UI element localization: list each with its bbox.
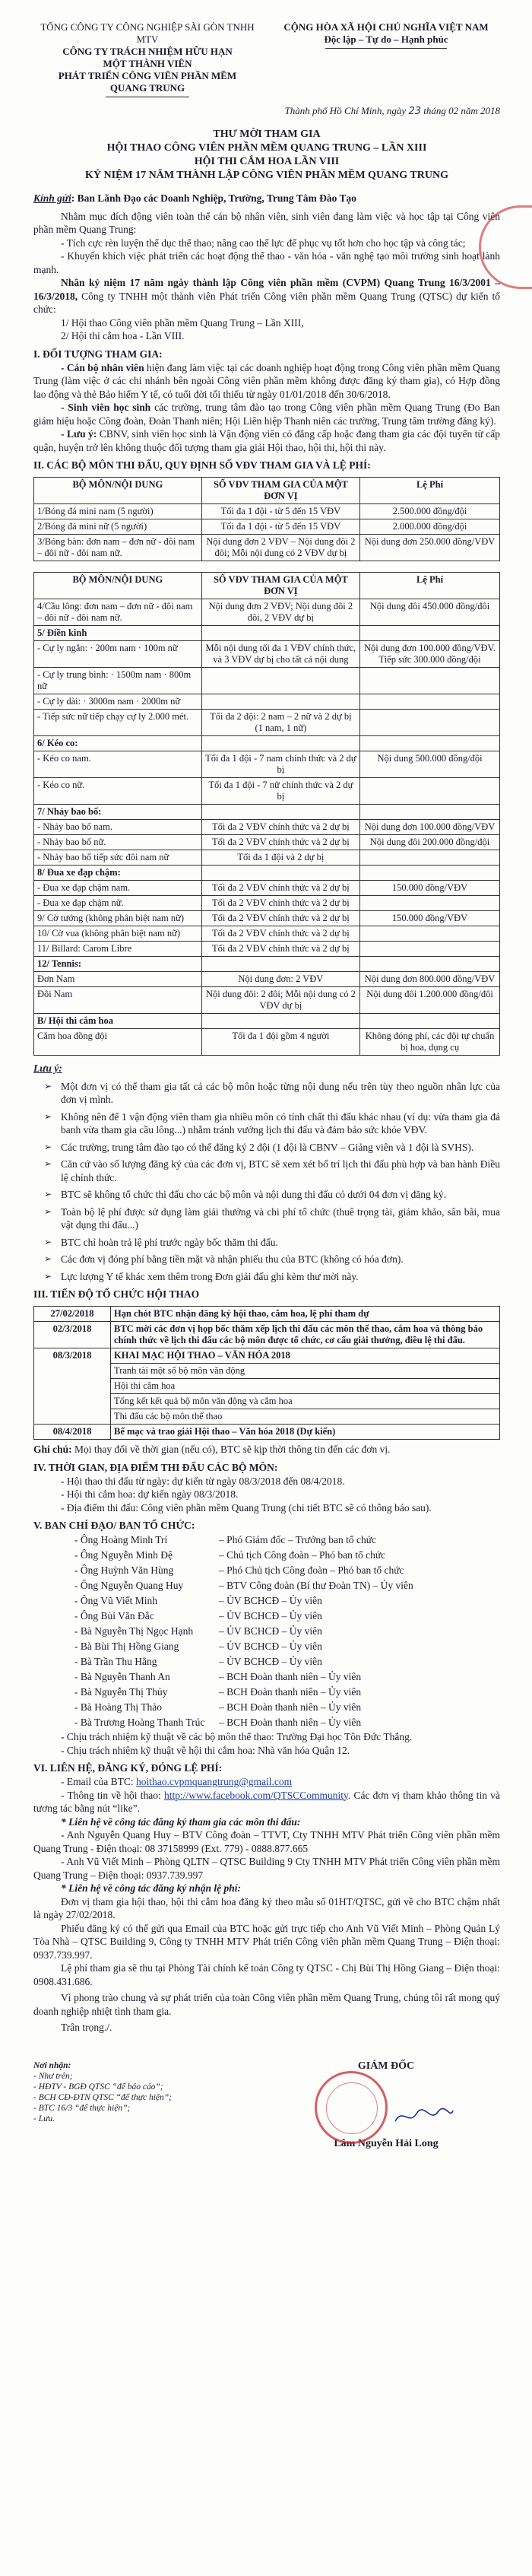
member-name: - Ông Bùi Văn Đắc bbox=[74, 1610, 154, 1622]
venue-item: - Hội thao thi đấu từ ngày: dự kiến từ ngày 08/3/2018 đến 08/4/2018. bbox=[61, 1475, 345, 1487]
table-cell: Tối đa 1 đội - 7 nam chính thức và 2 dự bị bbox=[201, 751, 359, 778]
table-cell bbox=[201, 866, 359, 881]
table-cell: Không đóng phí, các đội tự chuẩn bị hoa, dụng cụ bbox=[360, 1029, 500, 1056]
schedule-note bbox=[33, 1443, 500, 1456]
date-day: 23 bbox=[408, 106, 421, 117]
document-date bbox=[33, 105, 500, 117]
table-cell: - Đua xe đạp chậm nam. bbox=[34, 881, 202, 896]
greeting-text: : Ban Lãnh Đạo các Doanh Nghiệp, Trường, Trung Tâm Đào Tạo bbox=[71, 192, 357, 204]
section-heading: II. CÁC BỘ MÔN THI ĐẤU, QUY ĐỊNH SỐ VĐV THAM GIA VÀ LỆ PHÍ: bbox=[33, 459, 371, 471]
schedule-date: 08/4/2018 bbox=[34, 1425, 111, 1440]
schedule-item: Tranh tài một số bộ môn văn động bbox=[111, 1364, 500, 1379]
company-name-1: CÔNG TY TRÁCH NHIỆM HỮU HẠN bbox=[62, 46, 233, 57]
table-cell: 2.000.000 đồng/đội bbox=[360, 519, 500, 535]
board-member bbox=[74, 1609, 500, 1624]
member-name: - Bà Bùi Thị Hồng Giang bbox=[74, 1641, 179, 1652]
section-heading: III. TIẾN ĐỘ TỔ CHỨC HỘI THAO bbox=[33, 1288, 200, 1300]
table-cell bbox=[201, 668, 359, 694]
member-name: - Ông Huỳnh Văn Hùng bbox=[74, 1564, 174, 1576]
facebook-line bbox=[33, 1789, 500, 1815]
member-role: – ỦV BCHCĐ – Ủy viên bbox=[219, 1595, 322, 1606]
anniversary-paragraph bbox=[33, 276, 500, 316]
member-role: – Chủ tịch Công đoàn – Phó ban tổ chức bbox=[219, 1549, 386, 1561]
facebook-prefix: - Thông tin về hội thao: bbox=[61, 1789, 164, 1801]
section-heading: I. ĐỐI TƯỢNG THAM GIA: bbox=[33, 348, 163, 360]
table-cell: Nội dung đôi 200.000 đồng/đội bbox=[360, 835, 500, 850]
recipient-item: - BCH CĐ-ĐTN QTSC “để thực hiện”; bbox=[33, 2092, 172, 2102]
section-heading: V. BAN CHỈ ĐẠO/ BAN TỔ CHỨC: bbox=[33, 1520, 195, 1531]
table-cell: - Nhảy bao bố nam. bbox=[34, 820, 202, 835]
table-cell bbox=[360, 736, 500, 751]
venue-item: - Địa điểm thi đấu: Công viên phần mềm Quang Trung (chi tiết BTC sẽ có thông báo sau). bbox=[61, 1501, 432, 1514]
fee-paragraph: Lệ phí tham gia sẽ thu tại Phòng Tài chính kế toán Công ty QTSC - Chị Bùi Thị Hồng Giang – Điện thoại: 0908.431.686. bbox=[33, 1962, 500, 1987]
note-item: ➢ Các đơn vị đóng phí bằng tiền mặt và nhận phiếu thu của BTC (không có hóa đơn). bbox=[61, 1253, 500, 1266]
table-row bbox=[34, 736, 500, 751]
signer-title: GIÁM ĐỐC bbox=[357, 2060, 415, 2072]
company-name-3: PHÁT TRIỂN CÔNG VIÊN PHẦN MỀM bbox=[58, 70, 237, 81]
schedule-item: Bế mạc và trao giải Hội thao – Văn hóa 2018 (Dự kiến) bbox=[111, 1425, 500, 1440]
table-cell: Mỗi nội dung tối đa 1 VĐV chính thức, và 3 VĐV dự bị cho tất cả nội dung bbox=[201, 641, 359, 668]
table-row bbox=[34, 972, 500, 987]
note-item: ➢ Toàn bộ lệ phí được sử dụng làm giải thưởng và chi phí tổ chức (thuê trọng tài, giám khảo, sân bãi, mua vật dụng thi đấu...) bbox=[61, 1205, 500, 1232]
table-cell: Tối đa 1 đội - từ 5 đến 15 VĐV bbox=[201, 519, 359, 535]
fees-table-continued bbox=[33, 572, 500, 1056]
email-prefix: - Email của BTC: bbox=[61, 1776, 136, 1787]
board-member bbox=[74, 1548, 500, 1563]
table-cell bbox=[360, 850, 500, 866]
schedule-item: Hội thi cắm hoa bbox=[111, 1379, 500, 1394]
title-line: HỘI THAO CÔNG VIÊN PHẦN MỀM QUANG TRUNG – LẦN XIII bbox=[106, 142, 427, 154]
table-row bbox=[34, 835, 500, 850]
board-member bbox=[74, 1593, 500, 1609]
column-header: BỘ MÔN/NỘI DUNG bbox=[34, 573, 202, 599]
table-cell: Đơn Nam bbox=[34, 972, 202, 987]
member-role: – ỦV BCHCĐ – Ủy viên bbox=[219, 1641, 322, 1652]
table-cell: - Cự ly dài: · 3000m nam · 2000m nữ bbox=[34, 694, 202, 710]
table-row bbox=[34, 535, 500, 561]
event-item: 2/ Hội thi cắm hoa - Lần VIII. bbox=[61, 330, 185, 341]
table-cell bbox=[360, 778, 500, 805]
email-line bbox=[33, 1775, 500, 1789]
member-role: – BCH Đoàn thanh niên – Ủy viên bbox=[219, 1701, 362, 1713]
country-title: CỘNG HÒA XÃ HỘI CHỦ NGHĨA VIỆT NAM bbox=[283, 21, 489, 33]
member-role: – BTV Công đoàn (Bí thư Đoàn TN) – Ủy viên bbox=[219, 1580, 413, 1591]
participant-item bbox=[33, 427, 500, 454]
table-cell: Nội dung đơn: 2 VĐV bbox=[201, 972, 359, 987]
recipients-heading: Nơi nhận: bbox=[33, 2060, 71, 2070]
participant-item bbox=[33, 361, 500, 402]
table-cell: - Cự ly trung bình: · 1500m nam · 800m nữ bbox=[34, 668, 202, 694]
recipient-item: - BTC 16/3 “để thực hiện”; bbox=[33, 2103, 131, 2113]
table-cell: Nội dung 500.000 đồng/đội bbox=[360, 751, 500, 778]
table-row bbox=[34, 599, 500, 626]
member-name: - Ông Nguyễn Quang Huy bbox=[74, 1580, 184, 1591]
item-bold: - Sinh viên học sinh bbox=[61, 402, 151, 413]
item-text: CBNV, sinh viên học sinh là Vận động viên có đẳng cấp hoặc đang tham gia các đội tuyển từ cấp quận, huyện trở lên không thuộc đối tượng tham gia giải Hội thao, hội thi, hội thi này. bbox=[33, 428, 501, 453]
table-cell: - Tiếp sức nữ tiếp chạy cự ly 2.000 mét. bbox=[34, 710, 202, 736]
title-line: THƯ MỜI THAM GIA bbox=[213, 129, 321, 140]
schedule-item: Hạn chót BTC nhận đăng ký hội thao, cắm hoa, lệ phí tham dự bbox=[111, 1307, 500, 1322]
note-item: ➢ Căn cứ vào số lượng đăng ký của các đơn vị, BTC sẽ xem xét bố trí lịch thi đấu phù hợp và ban hành Điều lệ chính thức. bbox=[61, 1158, 500, 1184]
table-cell bbox=[360, 926, 500, 942]
table-row bbox=[34, 820, 500, 835]
table-cell: Nội dung đôi: 2 đôi; Mỗi nội dung có 2 VĐV dự bị bbox=[201, 987, 359, 1014]
schedule-date: 08/3/2018 bbox=[34, 1348, 111, 1425]
member-role: – Phó Chủ tịch Công đoàn – Phó ban tổ chức bbox=[219, 1564, 404, 1576]
table-cell: 10/ Cờ vua (không phân biệt nam nữ) bbox=[34, 926, 202, 942]
member-role: – BCH Đoàn thanh niên – Ủy viên bbox=[219, 1717, 362, 1728]
table-cell bbox=[360, 866, 500, 881]
company-name-4: QUANG TRUNG bbox=[109, 82, 185, 94]
table-cell bbox=[360, 710, 500, 736]
column-header: SỐ VĐV THAM GIA CỦA MỘT ĐƠN VỊ bbox=[201, 478, 359, 504]
column-header: Lệ Phí bbox=[360, 573, 500, 599]
item-bold: - Lưu ý: bbox=[61, 428, 97, 440]
anniversary-text: Công ty TNHH một thành viên Phát triển Công viên phần mềm Quang Trung (QTSC) dự kiến tổ chức: bbox=[33, 290, 500, 315]
anniversary-bold: Nhân kỷ niệm 17 năm ngày thành lập Công viên phần mềm (CVPM) Quang Trung 16/3/2001 – 16/3/2018, bbox=[33, 277, 500, 302]
item-text: hiện đang làm việc tại các doanh nghiệp hoạt động trong Công viên phần mềm Quang Trung (làm việc ở các chi nhánh bên ngoài Công viên phần mềm không được đăng ký tham gia), có Hợp đồng lao động và thẻ Bảo hiểm Y tế, có tuổi đời tối thiểu từ ngày 01/01/2018 đến 30/6/2018. bbox=[33, 361, 500, 400]
member-name: - Ông Hoàng Minh Trí bbox=[74, 1534, 168, 1545]
board-member bbox=[74, 1578, 500, 1593]
table-row bbox=[34, 866, 500, 881]
title-line: KỶ NIỆM 17 NĂM THÀNH LẬP CÔNG VIÊN PHẦN MỀM QUANG TRUNG bbox=[85, 170, 448, 181]
table-cell bbox=[360, 626, 500, 641]
table-row bbox=[34, 850, 500, 866]
table-cell bbox=[360, 942, 500, 957]
recipient-item: - Lưu. bbox=[33, 2114, 55, 2123]
board-member bbox=[74, 1639, 500, 1654]
table-row bbox=[34, 1014, 500, 1029]
column-header: Lệ Phí bbox=[360, 478, 500, 504]
member-name: - Bà Nguyễn Thị Ngọc Hạnh bbox=[74, 1625, 194, 1637]
date-suffix: tháng 02 năm 2018 bbox=[423, 105, 500, 116]
participant-item bbox=[33, 401, 500, 427]
board-member bbox=[74, 1563, 500, 1578]
contact-heading: * Liên hệ về công tác đăng ký tham gia các môn thi đấu: bbox=[61, 1815, 301, 1828]
table-cell bbox=[201, 805, 359, 820]
recipients bbox=[33, 2060, 208, 2150]
table-cell bbox=[201, 736, 359, 751]
notes-list bbox=[61, 1080, 500, 1284]
schedule-row bbox=[34, 1425, 500, 1440]
table-cell: 8/ Đua xe đạp chậm: bbox=[34, 866, 202, 881]
national-motto bbox=[272, 21, 500, 97]
table-cell: Tối đa 2 VĐV chính thức và 2 dự bị bbox=[201, 911, 359, 926]
table-cell bbox=[360, 668, 500, 694]
schedule-item: Tổng kết kết quả bộ môn văn động và cắm hoa bbox=[111, 1394, 500, 1409]
table-cell: Nội dung đơn 800.000 đồng/VĐV bbox=[360, 972, 500, 987]
table-cell: 150.000 đồng/VĐV bbox=[360, 911, 500, 926]
schedule-item: KHAI MẠC HỘI THAO – VĂN HÓA 2018 bbox=[111, 1348, 500, 1364]
table-cell bbox=[360, 1014, 500, 1029]
table-row bbox=[34, 504, 500, 519]
table-row bbox=[34, 694, 500, 710]
table-cell: Tối đa 2 VĐV chính thức và 2 dự bị bbox=[201, 926, 359, 942]
table-cell bbox=[360, 896, 500, 911]
fee-paragraph: Đơn vị tham gia hội thao, hội thi cắm hoa đăng ký theo mẫu số 01HT/QTSC, gửi về cho BTC chậm nhất là ngày 27/02/2018. bbox=[33, 1895, 500, 1920]
board-member bbox=[74, 1715, 500, 1730]
member-name: - Bà Nguyễn Thị Thủy bbox=[74, 1686, 168, 1698]
table-cell bbox=[360, 957, 500, 972]
table-row bbox=[34, 710, 500, 736]
table-cell: Tối đa 1 đội - từ 5 đến 15 VĐV bbox=[201, 504, 359, 519]
table-row bbox=[34, 519, 500, 535]
document-title bbox=[33, 128, 500, 183]
member-name: - Bà Trần Thu Hằng bbox=[74, 1656, 157, 1667]
table-cell: 2/Bóng đá mini nữ (5 người) bbox=[34, 519, 202, 535]
table-cell: 7/ Nhảy bao bố: bbox=[34, 805, 202, 820]
table-cell: - Nhảy bao bố tiếp sức đôi nam nữ bbox=[34, 850, 202, 866]
note-item: ➢ BTC chỉ hoàn trả lệ phí trước ngày bốc thăm thi đấu. bbox=[61, 1236, 500, 1250]
table-body bbox=[34, 504, 500, 561]
board-member bbox=[74, 1654, 500, 1669]
table-row bbox=[34, 778, 500, 805]
signature-block bbox=[272, 2060, 500, 2150]
table-cell: - Đua xe đạp chậm nữ. bbox=[34, 896, 202, 911]
table-cell: 5/ Điền kinh bbox=[34, 626, 202, 641]
parent-company: TỔNG CÔNG TY CÔNG NGHIỆP SÀI GÒN TNHH MTV bbox=[40, 21, 255, 45]
document-header bbox=[33, 21, 500, 97]
greeting bbox=[33, 192, 500, 205]
column-header: BỘ MÔN/NỘI DUNG bbox=[34, 478, 202, 504]
member-role: – ỦV BCHCĐ – Ủy viên bbox=[219, 1625, 322, 1637]
table-row bbox=[34, 641, 500, 668]
table-cell: Tối đa 1 đội và 2 dự bị bbox=[201, 850, 359, 866]
table-cell: Nội dung đơn 250.000 đồng/VĐV bbox=[360, 535, 500, 561]
table-cell: Cắm hoa đồng đội bbox=[34, 1029, 202, 1056]
table-cell: - Nhảy bao bố nữ. bbox=[34, 835, 202, 850]
table-cell: 3/Bóng bàn: đơn nam – đơn nữ - đôi nam – đôi nữ - đôi nam nữ. bbox=[34, 535, 202, 561]
intro-paragraph: Nhằm mục đích động viên toàn thể cán bộ nhân viên, sinh viên đang làm việc và học tập tại Công viên phần mềm Quang Trung: bbox=[33, 210, 500, 235]
divider bbox=[325, 48, 447, 49]
table-cell: Tối đa 1 đội - 7 nữ chính thức và 2 dự bị bbox=[201, 778, 359, 805]
closing-paragraph: Vì phong trào chung và sự phát triển của toàn Công viên phần mềm Quang Trung, chúng tôi rất mong quý doanh nghiệp nhiệt tình tham gia. bbox=[33, 1992, 500, 2017]
table-cell: 6/ Kéo co: bbox=[34, 736, 202, 751]
recipient-item: - Như trên; bbox=[33, 2071, 73, 2081]
member-name: - Ông Vũ Viết Minh bbox=[74, 1595, 157, 1606]
fees-table bbox=[33, 477, 500, 561]
schedule-item: BTC mời các đơn vị họp bốc thăm xếp lịch thi đấu các môn thể thao, cắm hoa và thông báo chính thức về lịch thi đấu các bộ môn được tổ chức, cơ cấu giải thưởng, điều lệ thi đấu. bbox=[111, 1322, 500, 1348]
title-line: HỘI THI CẮM HOA LẦN VIII bbox=[194, 156, 340, 167]
table-body bbox=[34, 599, 500, 1056]
table-cell: 9/ Cờ tướng (không phân biệt nam nữ) bbox=[34, 911, 202, 926]
table-cell: Nội dung đơn 2 VĐV; Nội dung đôi 2 đôi, 2 VĐV dự bị bbox=[201, 599, 359, 626]
table-row bbox=[34, 805, 500, 820]
motto: Độc lập – Tự do – Hạnh phúc bbox=[324, 33, 448, 45]
schedule-item: Thi đấu các bộ môn thể thao bbox=[111, 1409, 500, 1425]
table-cell: 11/ Billard: Carom Libre bbox=[34, 942, 202, 957]
contact-item: - Anh Nguyễn Quang Huy – BTV Công đoàn – TTVT, Cty TNHH MTV Phát triển Công viên phần mềm Quang Trung - Điện thoại: 08 37158999 (Ext. 779) - 0888.877.665 bbox=[33, 1829, 500, 1854]
company-seal bbox=[315, 2071, 388, 2144]
table-row bbox=[34, 957, 500, 972]
venue-item: - Hội thi cắm hoa: dự kiến ngày 08/3/2018. bbox=[61, 1488, 239, 1500]
member-name: - Bà Trương Hoàng Thanh Trúc bbox=[74, 1717, 205, 1728]
section-heading: VI. LIÊN HỆ, ĐĂNG KÝ, ĐÓNG LỆ PHÍ: bbox=[33, 1762, 223, 1774]
facebook-link[interactable]: http://www.facebook.com/QTSCCommunity bbox=[163, 1789, 348, 1801]
table-row bbox=[34, 881, 500, 896]
contact-item: - Anh Vũ Viết Minh – Phòng QLTN – QTSC Building 9 Cty TNHH MTV Phát triển Công viên phần mềm Quang Trung – Điện thoại: 0937.739.997 bbox=[33, 1856, 500, 1881]
member-name: - Bà Hoàng Thị Thảo bbox=[74, 1701, 162, 1713]
table-row bbox=[34, 751, 500, 778]
board-member bbox=[74, 1533, 500, 1548]
member-role: – Phó Giám đốc – Trưởng ban tổ chức bbox=[219, 1534, 377, 1545]
table-cell: Tối đa 2 VĐV chính thức và 2 dự bị bbox=[201, 942, 359, 957]
table-row bbox=[34, 926, 500, 942]
schedule-row bbox=[34, 1307, 500, 1322]
member-role: – ỦV BCHCĐ – Ủy viên bbox=[219, 1656, 322, 1667]
table-cell: Nội dung đơn 100.000 đồng/VĐV. Tiếp sức 300.000 đồng/đội bbox=[360, 641, 500, 668]
company-name-2: MỘT THÀNH VIÊN bbox=[103, 58, 192, 69]
schedule-date: 27/02/2018 bbox=[34, 1307, 111, 1322]
table-cell: Nội dung đôi 450.000 đồng/đôi bbox=[360, 599, 500, 626]
section-heading: IV. THỜI GIAN, ĐỊA ĐIỂM THI ĐẤU CÁC BỘ MÔN: bbox=[33, 1461, 278, 1473]
signature-scribble bbox=[394, 2106, 454, 2126]
note-item: ➢ BTC sẽ không tổ chức thi đấu cho các bộ môn và nội dung thi đấu có dưới 04 đơn vị đăng ký. bbox=[61, 1188, 500, 1202]
note-text: Mọi thay đổi về thời gian (nếu có), BTC sẽ kịp thời thông tin đến các đơn vị. bbox=[71, 1444, 391, 1455]
board-member bbox=[74, 1685, 500, 1700]
member-name: - Bà Nguyễn Thanh An bbox=[74, 1671, 170, 1682]
table-cell: 2.500.000 đồng/đội bbox=[360, 504, 500, 519]
technical-item: - Chịu trách nhiệm kỹ thuật về các bộ môn thể thao: Trường Đại học Tôn Đức Thắng. bbox=[61, 1731, 413, 1742]
table-cell: 1/Bóng đá mini nam (5 người) bbox=[34, 504, 202, 519]
table-cell bbox=[201, 1014, 359, 1029]
table-cell: Tối đa 2 VĐV chính thức và 2 dự bị bbox=[201, 835, 359, 850]
table-cell: Nội dung đơn 2 VĐV – Nội dung đôi 2 đôi; Mỗi nội dung có 2 VĐV dự bị bbox=[201, 535, 359, 561]
table-row bbox=[34, 896, 500, 911]
notes-label bbox=[33, 1062, 500, 1075]
board-member bbox=[74, 1700, 500, 1715]
board-member bbox=[74, 1669, 500, 1685]
table-row bbox=[34, 942, 500, 957]
recipient-item: - HĐTV - BGĐ QTSC “để báo cáo”; bbox=[33, 2082, 163, 2092]
fee-heading: * Liên hệ về công tác đăng ký nhận lệ phí: bbox=[61, 1882, 241, 1894]
table-cell bbox=[201, 626, 359, 641]
facebook-suffix: . Các đơn vị tham khảo thông tin và tương tác bằng nút “like”. bbox=[33, 1789, 500, 1814]
table-cell: Tối đa 2 đội: 2 nam – 2 nữ và 2 dự bị (1 nam, 1 nữ) bbox=[201, 710, 359, 736]
note-bold: Ghi chú: bbox=[33, 1444, 72, 1455]
note-item: ➢ Không nên để 1 vận động viên tham gia nhiều môn có tính chất thi đấu khác nhau (ví dụ: vừa tham gia đá banh vừa tham gia cầu lông...) nhằm tránh vướng lịch thi đấu và đảm bảo sức khỏe VĐV. bbox=[61, 1110, 500, 1137]
table-row bbox=[34, 987, 500, 1014]
table-cell: 12/ Tennis: bbox=[34, 957, 202, 972]
intro-paragraph: - Khuyến khích việc phát triển các hoạt động thể thao - văn hóa - văn nghệ tạo môi trường sinh hoạt lành mạnh. bbox=[33, 250, 500, 275]
item-bold: - Cán bộ nhân viên bbox=[61, 361, 144, 373]
schedule-row bbox=[34, 1348, 500, 1364]
member-role: – BCH Đoàn thanh niên – Ủy viên bbox=[219, 1671, 362, 1682]
signer-name: Lâm Nguyễn Hải Long bbox=[334, 2137, 439, 2149]
item-text: các trường, trung tâm đào tạo trong Công viên phần mềm Quang Trung (Đo Ban giám hiệu hoặc Công đoàn, Đoàn Thanh niên; Hội Liên hiệp Thanh niên các trường, Trung tâm trường đăng ký). bbox=[33, 402, 500, 427]
table-row bbox=[34, 911, 500, 926]
table-cell: - Kéo co nam. bbox=[34, 751, 202, 778]
fee-paragraph: Phiếu đăng ký có thể gửi qua Email của BTC hoặc gửi trực tiếp cho Anh Vũ Viết Minh – Phòng Quản Lý Tòa Nhà – QTSC Building 9, Công ty TNHH MTV Phát triển Công viên phần mềm Quang Trung – Điện thoại: 0937.739.997. bbox=[33, 1922, 500, 1961]
table-cell: Tối đa 1 đội gồm 4 người bbox=[201, 1029, 359, 1056]
technical-item: - Chịu trách nhiệm kỹ thuật về hội thi cắm hoa: Nhà văn hóa Quận 12. bbox=[61, 1744, 350, 1756]
schedule-row bbox=[34, 1322, 500, 1348]
table-cell bbox=[360, 805, 500, 820]
table-cell: Nội dung đôi 1.200.000 đồng/đôi bbox=[360, 987, 500, 1014]
table-cell: Tối đa 2 VĐV chính thức và 2 dự bị bbox=[201, 896, 359, 911]
table-cell: Tối đa 2 VĐV chính thức và 2 dự bị bbox=[201, 881, 359, 896]
table-cell bbox=[201, 694, 359, 710]
table-cell: - Kéo co nữ. bbox=[34, 778, 202, 805]
table-cell: - Cự ly ngắn: · 200m nam · 100m nữ bbox=[34, 641, 202, 668]
greeting-label: Kính gửi bbox=[33, 192, 71, 204]
table-row bbox=[34, 668, 500, 694]
table-cell: Tối đa 2 VĐV chính thức và 2 dự bị bbox=[201, 820, 359, 835]
signature-area bbox=[33, 2060, 500, 2150]
note-item: ➢ Một đơn vị có thể tham gia tất cả các bộ môn hoặc từng nội dung nếu trên tùy theo nguồn nhân lực của đơn vị mình. bbox=[61, 1080, 500, 1107]
note-item: ➢ Lực lượng Y tế khác xem thêm trong Đơn giải đấu ghi kèm thư mời này. bbox=[61, 1270, 500, 1284]
table-cell: B/ Hội thi cắm hoa bbox=[34, 1014, 202, 1029]
schedule-table bbox=[33, 1306, 500, 1440]
table-header-row bbox=[34, 478, 500, 504]
intro-paragraph: - Tích cực rèn luyện thể dục thể thao; nâng cao thể lực để phục vụ tốt hơn cho học tập và công tác; bbox=[61, 237, 466, 249]
schedule-date: 02/3/2018 bbox=[34, 1322, 111, 1348]
table-cell bbox=[201, 957, 359, 972]
table-row bbox=[34, 626, 500, 641]
table-cell: 4/Cầu lông: đơn nam – đơn nữ - đôi nam – đôi nữ - đôi nam nữ. bbox=[34, 599, 202, 626]
table-row bbox=[34, 1029, 500, 1056]
note-item: ➢ Các trường, trung tâm đào tạo có thể đăng ký 2 đội (1 đội là CBNV – Giảng viên và 1 đội là SVHS). bbox=[61, 1141, 500, 1155]
email-link[interactable]: hoithao.cvpmquangtrung@gmail.com bbox=[135, 1776, 293, 1787]
board-member bbox=[74, 1624, 500, 1639]
notes-label-text: Lưu ý: bbox=[33, 1062, 62, 1074]
table-header-row bbox=[34, 573, 500, 599]
member-role: – BCH Đoàn thanh niên – Ủy viên bbox=[219, 1686, 362, 1698]
table-cell: 150.000 đồng/VĐV bbox=[360, 881, 500, 896]
table-cell: Đôi Nam bbox=[34, 987, 202, 1014]
thanks-line: Trân trọng./. bbox=[61, 2022, 112, 2033]
member-name: - Ông Nguyễn Minh Đệ bbox=[74, 1549, 173, 1561]
company-block bbox=[33, 21, 261, 97]
organizing-board-list bbox=[74, 1533, 500, 1730]
column-header: SỐ VĐV THAM GIA CỦA MỘT ĐƠN VỊ bbox=[201, 573, 359, 599]
event-item: 1/ Hội thao Công viên phần mềm Quang Trung – Lần XIII, bbox=[61, 316, 304, 329]
table-cell bbox=[360, 694, 500, 710]
table-cell: Nội dung đơn 100.000 đồng/VĐV bbox=[360, 820, 500, 835]
date-prefix: Thành phố Hồ Chí Minh, ngày bbox=[284, 105, 407, 116]
member-role: – ỦV BCHCĐ – Ủy viên bbox=[219, 1610, 322, 1622]
